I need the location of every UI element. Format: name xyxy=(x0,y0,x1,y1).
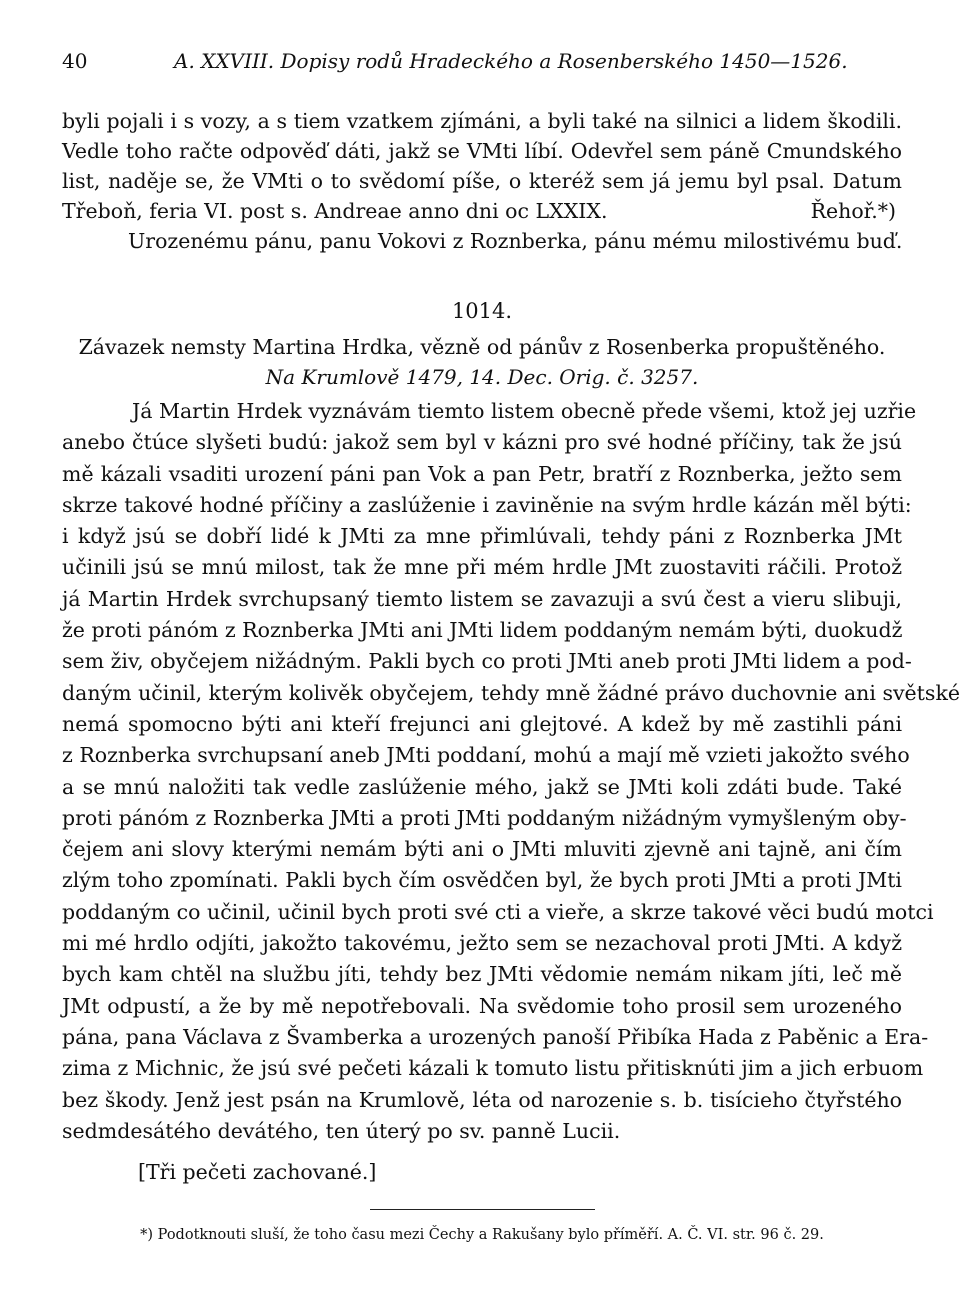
text-line: sem živ, obyčejem nižádným. Pakli bych co proti JMti aneb proti JMti lidem a pod- xyxy=(62,649,912,674)
text-line: list, naděje se, že VMti o to svědomí píše, o kteréž sem já jemu byl psal. Datum xyxy=(62,169,902,193)
document-body xyxy=(62,396,960,1147)
text-line: z Roznberka svrchupsaní aneb JMti poddaní, mohú a mají mě vzieti jakožto svého xyxy=(62,743,910,768)
text-line: JMt odpustí, a že by mě nepotřebovali. Na svědomie toho prosil sem urozeného xyxy=(62,993,902,1018)
text-line: i když jsú se dobří lidé k JMti za mne přimlúvali, tehdy páni z Roznberka JMt xyxy=(62,524,902,549)
text-line: učinili jsú se mnú milost, tak že mne při mém hrdle JMt zuostaviti ráčili. Protož xyxy=(62,555,902,580)
text-line: Vedle toho račte odpověď dáti, jakž se VMti líbí. Odevřel sem páně Cmundského xyxy=(62,139,902,163)
text-line: mi mé hrdlo odjíti, jakožto takovému, ježto sem se nezachoval proti JMti. A když xyxy=(62,931,902,956)
page-number: 40 xyxy=(62,49,88,73)
letter-closing-line xyxy=(62,196,902,226)
footnote-divider xyxy=(370,1209,595,1210)
letter-address: Urozenému pánu, panu Vokovi z Roznberka, pánu mému milostivému buď. xyxy=(128,229,903,253)
footnote: *) Podotknouti sluší, že toho času mezi Čechy a Rakušany bylo příměří. A. Č. VI. str. 96 č. 29. xyxy=(140,1227,824,1244)
text-line: skrze takové hodné příčiny a zaslúženie i zaviněnie na svým hrdle kázán měl býti: xyxy=(62,492,912,517)
text-line: a se mnú naložiti tak vedle zaslúženie mého, jakž se JMti koli zdáti bude. Také xyxy=(62,774,902,799)
text-line: nemá spomocno býti ani kteří frejunci ani glejtové. A kdež by mě zastihli páni xyxy=(62,711,902,736)
text-line: proti pánóm z Roznberka JMti a proti JMti poddaným nižádným vymyšleným oby- xyxy=(62,805,907,830)
text-line: poddaným co učinil, učinil bych proti své cti a vieře, a skrze takové věci budú motci xyxy=(62,899,934,924)
text-line: daným učinil, kterým kolivěk obyčejem, tehdy mně žádné právo duchovnie ani světské xyxy=(62,680,960,705)
text-line: že proti pánóm z Roznberka JMti ani JMti lidem poddaným nemám býti, duokudž xyxy=(62,618,903,643)
text-line: anebo čtúce slyšeti budú: jakož sem byl v kázni pro své hodné příčiny, tak že jsú xyxy=(62,430,902,455)
signature: Řehoř.*) xyxy=(810,199,896,223)
text-line: Já Martin Hrdek vyznávám tiemto listem obecně přede všemi, ktož jej uzřie xyxy=(132,399,917,423)
document-heading: Závazek nemsty Martina Hrdka, vězně od pánův z Rosenberka propuštěného. xyxy=(78,335,886,359)
text-line: bych kam chtěl na službu jíti, tehdy bez JMti vědomie nemám nikam jíti, leč mě xyxy=(62,962,902,987)
text-line: mě kázali vsaditi urození páni pan Vok a pan Petr, bratří z Roznberka, ježto sem xyxy=(62,461,902,486)
text-line: já Martin Hrdek svrchupsaný tiemto listem se zavazuji a svú čest a vieru slibuji, xyxy=(62,586,902,611)
text-line: zlým toho zpomínati. Pakli bych čím osvědčen byl, že bych proti JMti a proti JMti xyxy=(62,868,902,893)
seals-note: [Tři pečeti zachované.] xyxy=(138,1160,377,1185)
running-head xyxy=(62,48,902,74)
text-line: sedmdesátého devátého, ten úterý po sv. panně Lucii. xyxy=(62,1118,621,1143)
text-line: byli pojali i s vozy, a s tiem vzatkem zjímáni, a byli také na silnici a lidem škodili. xyxy=(62,109,902,133)
running-title: A. XXVIII. Dopisy rodů Hradeckého a Rosenberského 1450—1526. xyxy=(174,49,848,73)
text-line: zima z Michnic, že jsú své pečeti kázali k tomuto listu přitisknúti jim a jich erbuom xyxy=(62,1056,924,1081)
dating-clause: Třeboň, feria VI. post s. Andreae anno dni oc LXXIX. xyxy=(62,199,608,223)
book-page xyxy=(62,48,960,1246)
previous-letter-ending xyxy=(62,106,902,256)
text-line: bez škody. Jenž jest psán na Krumlově, léta od narozenie s. b. tisícieho čtyřstého xyxy=(62,1087,902,1112)
document-place-date: Na Krumlově 1479, 14. Dec. Orig. č. 3257. xyxy=(265,365,699,389)
text-line: pána, pana Václava z Švamberka a urozených panoší Přibíka Hada z Paběnic a Era- xyxy=(62,1024,929,1049)
text-line: čejem ani slovy kterými nemám býti ani o JMti mluviti zjevně ani tajně, ani čím xyxy=(62,837,902,862)
document-number: 1014. xyxy=(451,299,513,323)
